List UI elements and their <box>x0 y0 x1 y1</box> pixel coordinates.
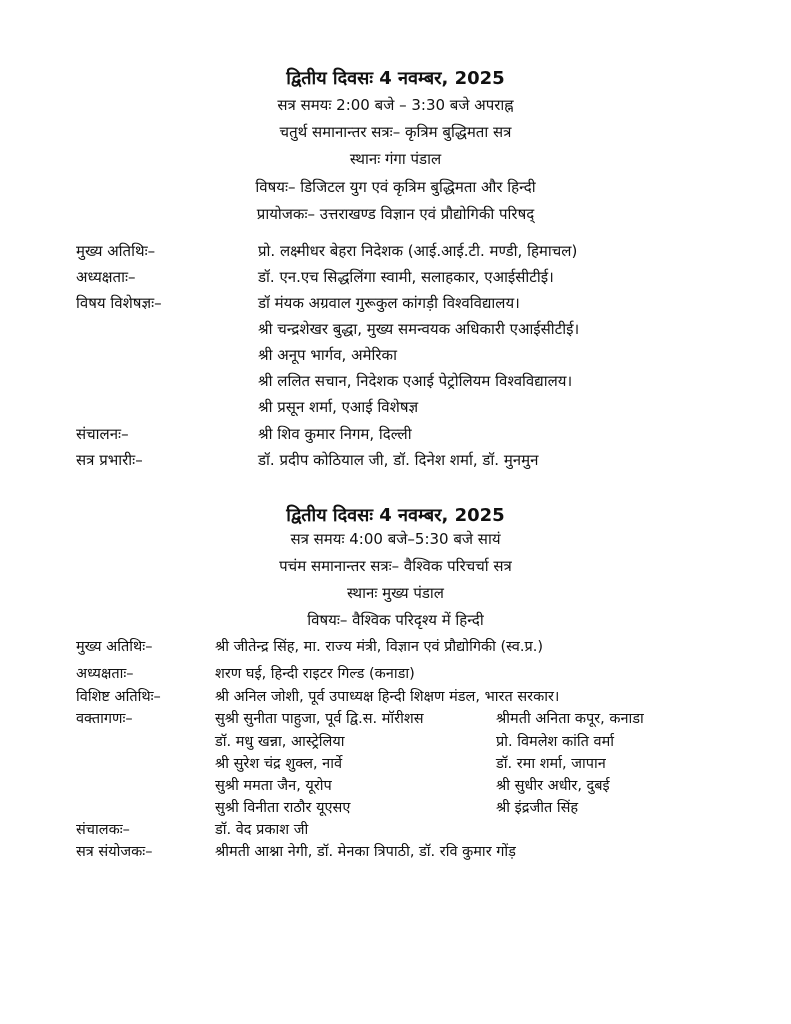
speaker-left: सुश्री विनीता राठौर यूएसए <box>215 800 351 816</box>
section2-time: सत्र समयः 4:00 बजे–5:30 बजे सायं <box>290 530 501 548</box>
chief-guest-value: प्रो. लक्ष्मीधर बेहरा निदेशक (आई.आई.टी. मण्डी, हिमाचल) <box>258 242 578 260</box>
session-incharge-value: डॉ. प्रदीप कोठियाल जी, डॉ. दिनेश शर्मा, डॉ. मुनमुन <box>258 451 539 469</box>
speaker-left: सुश्री सुनीता पाहुजा, पूर्व द्वि.स. मॉरीशस <box>215 711 424 727</box>
moderation-label: संचालनः– <box>76 425 129 443</box>
chair-label: अध्यक्षताः– <box>76 268 136 286</box>
expert-value: श्री अनूप भार्गव, अमेरिका <box>258 346 397 364</box>
section1-topic: विषयः– डिजिटल युग एवं कृत्रिम बुद्धिमता और हिन्दी <box>255 178 536 196</box>
special-guest-value: श्री अनिल जोशी, पूर्व उपाध्यक्ष हिन्दी शिक्षण मंडल, भारत सरकार। <box>215 689 560 705</box>
moderation-value: श्री शिव कुमार निगम, दिल्ली <box>258 425 412 443</box>
section2-venue: स्थानः मुख्य पंडाल <box>347 584 444 602</box>
section1-session: चतुर्थ समानान्तर सत्रः– कृत्रिम बुद्धिमता सत्र <box>279 123 512 141</box>
special-guest-label: विशिष्ट अतिथिः– <box>76 689 161 705</box>
expert-value: श्री ललित सचान, निदेशक एआई पेट्रोलियम विश्वविद्यालय। <box>258 372 573 390</box>
speaker-right: श्री इंद्रजीत सिंह <box>496 800 579 816</box>
chief-guest-value: श्री जीतेन्द्र सिंह, मा. राज्य मंत्री, विज्ञान एवं प्रौद्योगिकी (स्व.प्र.) <box>215 639 543 655</box>
speaker-left: श्री सुरेश चंद्र शुक्ल, नार्वे <box>215 756 343 772</box>
section1-venue: स्थानः गंगा पंडाल <box>349 150 442 168</box>
expert-value: श्री प्रसून शर्मा, एआई विशेषज्ञ <box>258 398 419 416</box>
section1-sponsor: प्रायोजकः– उत्तराखण्ड विज्ञान एवं प्रौद्योगिकी परिषद् <box>256 205 535 223</box>
coordinator-value: श्रीमती आश्ना नेगी, डॉ. मेनका त्रिपाठी, डॉ. रवि कुमार गोंड़ <box>215 844 516 860</box>
speaker-left: डॉ. मधु खन्ना, आस्ट्रेलिया <box>215 734 345 750</box>
speaker-left: सुश्री ममता जैन, यूरोप <box>215 778 332 794</box>
expert-value: डॉ मंयक अग्रवाल गुरूकुल कांगड़ी विश्वविद्यालय। <box>258 294 520 312</box>
chair-label: अध्यक्षताः– <box>76 666 134 682</box>
section2-heading: द्वितीय दिवसः 4 नवम्बर, 2025 <box>286 505 505 526</box>
speaker-right: डॉ. रमा शर्मा, जापान <box>496 756 606 772</box>
speaker-right: प्रो. विमलेश कांति वर्मा <box>496 734 615 750</box>
host-value: डॉ. वेद प्रकाश जी <box>215 822 309 838</box>
expert-label: विषय विशेषज्ञः– <box>76 294 162 312</box>
chief-guest-label: मुख्य अतिथिः– <box>76 242 156 260</box>
speaker-right: श्रीमती अनिता कपूर, कनाडा <box>496 711 644 727</box>
chair-value: डॉ. एन.एच सिद्धलिंगा स्वामी, सलाहकार, एआईसीटीई। <box>258 268 554 286</box>
chief-guest-label: मुख्य अतिथिः– <box>76 639 153 655</box>
expert-value: श्री चन्द्रशेखर बुद्धा, मुख्य समन्वयक अधिकारी एआईसीटीई। <box>258 320 580 338</box>
speaker-right: श्री सुधीर अधीर, दुबई <box>496 778 610 794</box>
session-incharge-label: सत्र प्रभारीः– <box>76 451 143 469</box>
section2-topic: विषयः– वैश्विक परिदृश्य में हिन्दी <box>307 611 484 629</box>
speakers-label: वक्तागणः– <box>76 711 133 727</box>
section1-time: सत्र समयः 2:00 बजे – 3:30 बजे अपराह्न <box>277 96 514 114</box>
section2-session: पचंम समानान्तर सत्रः– वैश्विक परिचर्चा सत्र <box>279 557 512 575</box>
chair-value: शरण घई, हिन्दी राइटर गिल्ड (कनाडा) <box>215 666 415 682</box>
coordinator-label: सत्र संयोजकः– <box>76 844 153 860</box>
section1-heading: द्वितीय दिवसः 4 नवम्बर, 2025 <box>286 68 505 89</box>
host-label: संचालकः– <box>76 822 130 838</box>
